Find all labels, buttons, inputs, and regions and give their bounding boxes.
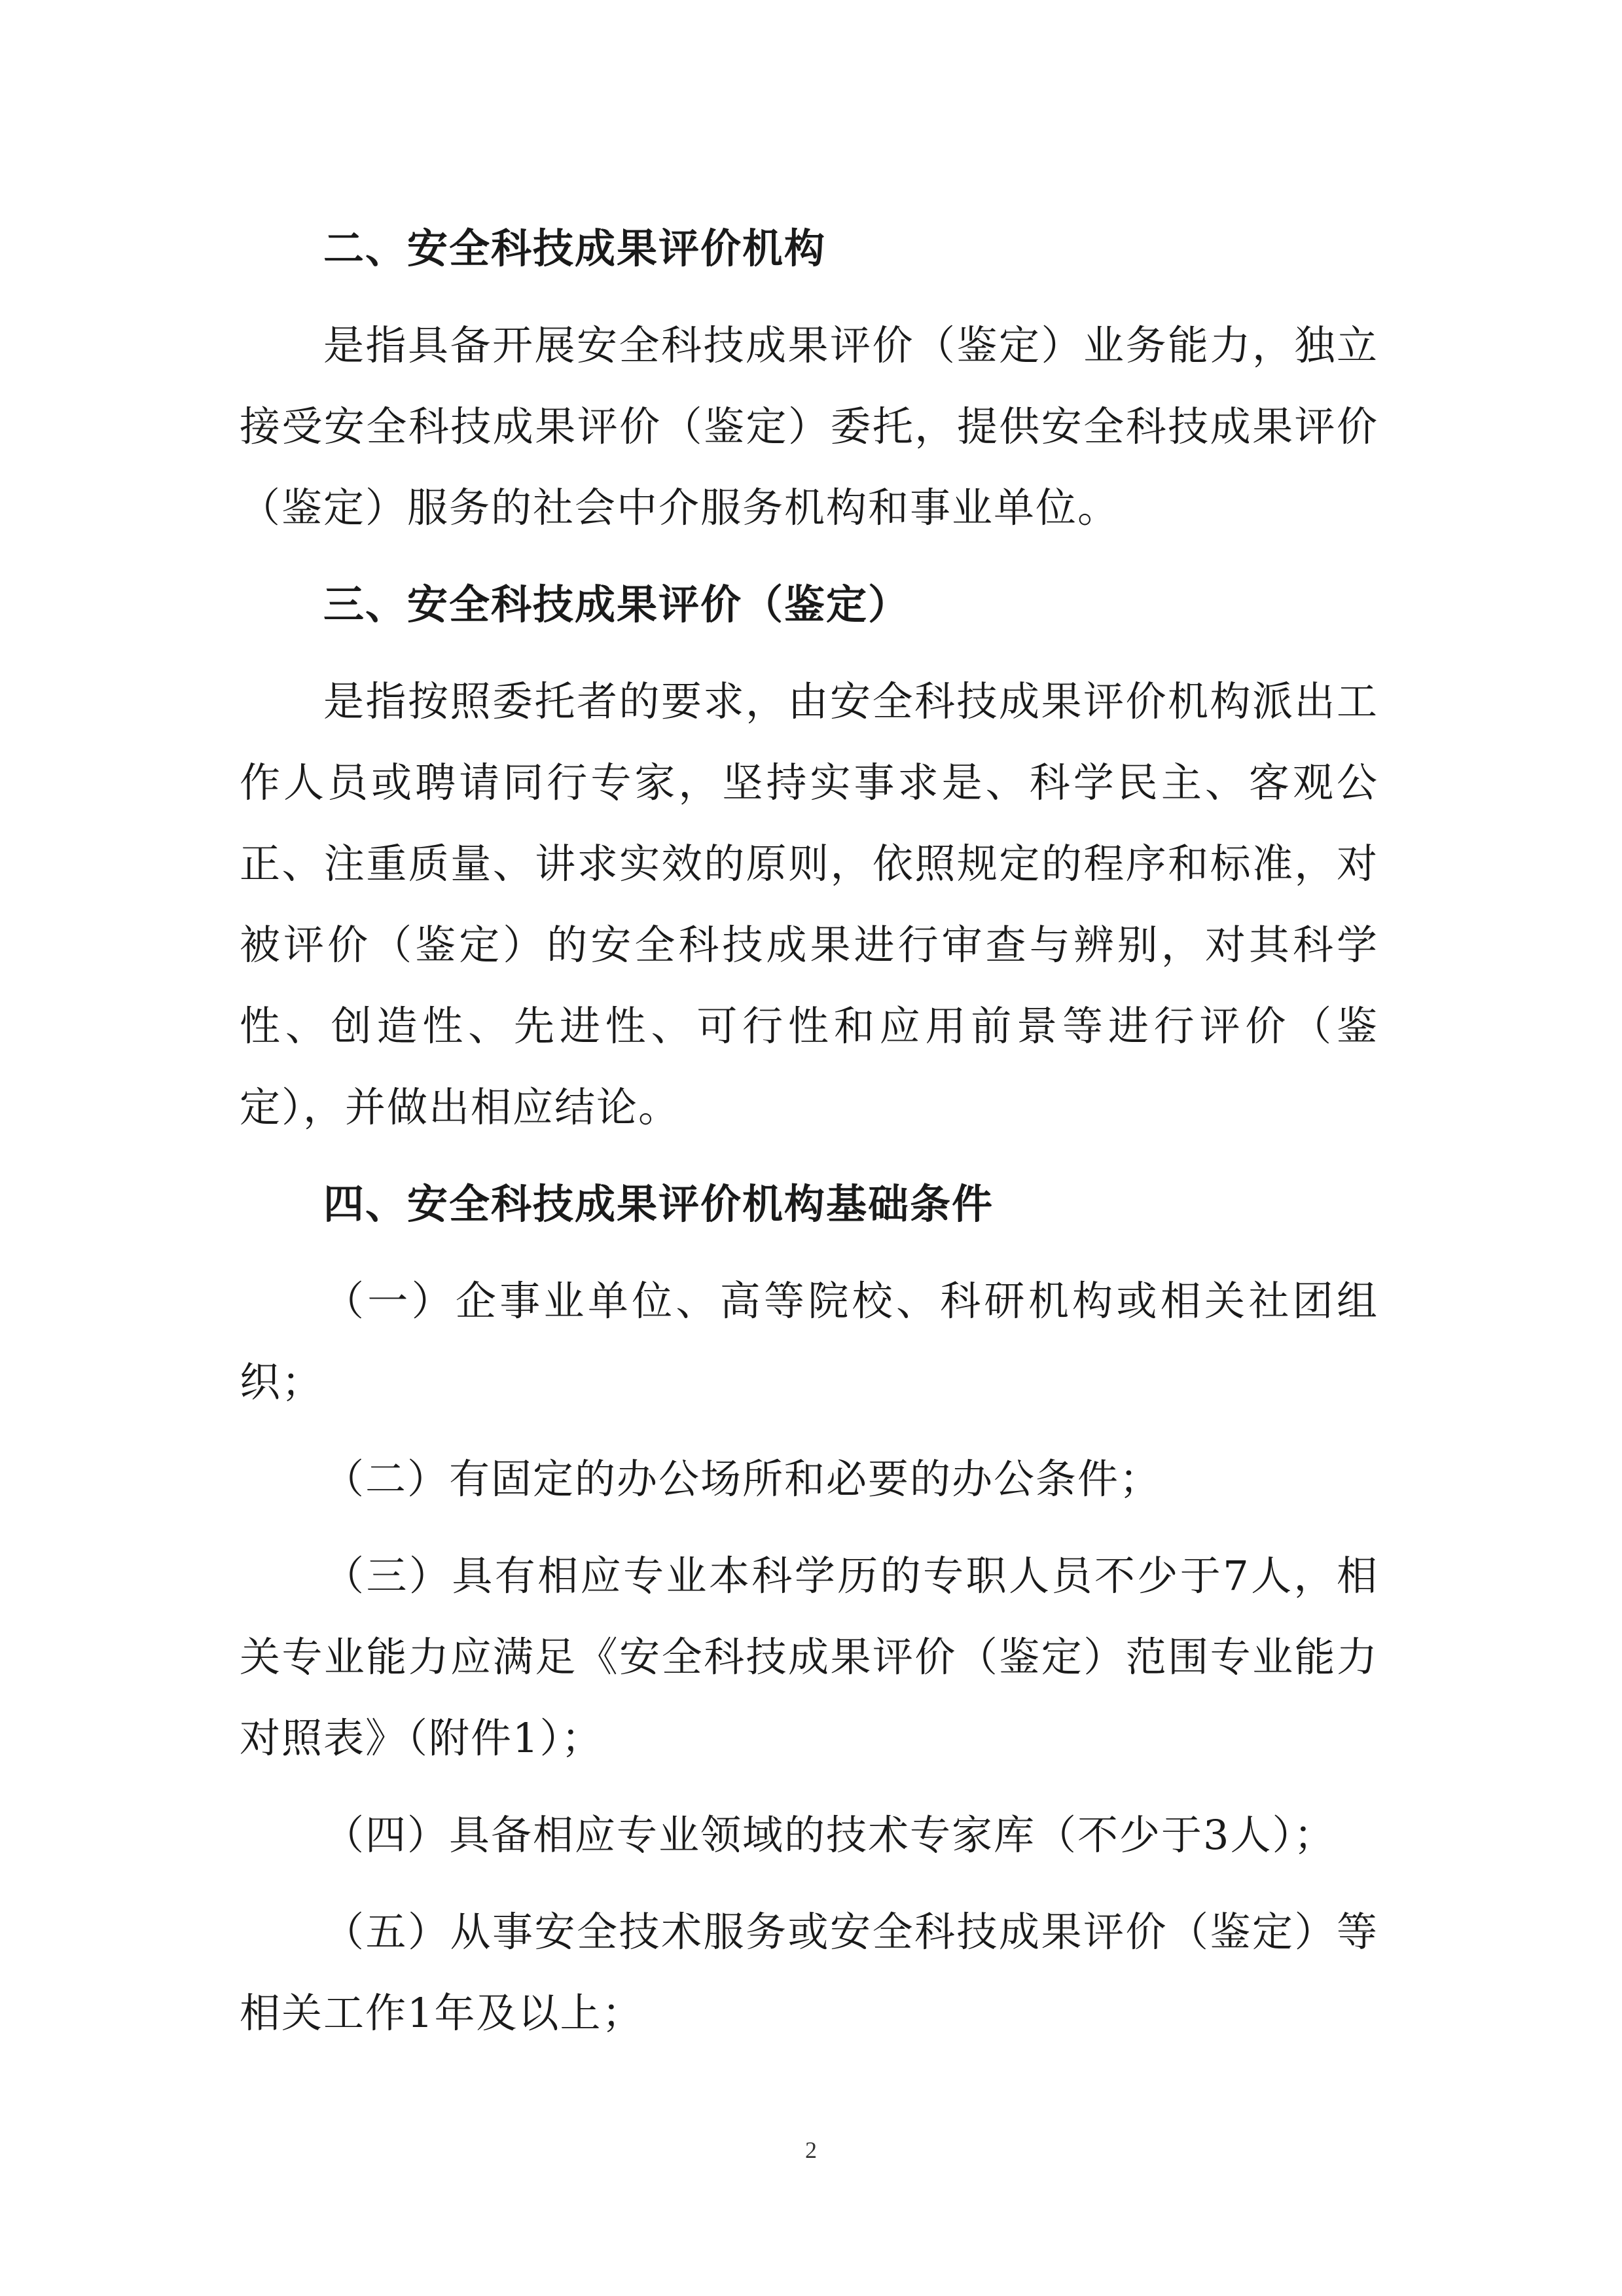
condition-item-4: （四）具备相应专业领域的技术专家库（不少于3人）； — [323, 1811, 1336, 1859]
spacer — [240, 645, 1379, 661]
spacer — [240, 1876, 1379, 1892]
section-heading-2: 二、安全科技成果评价机构 — [323, 224, 827, 272]
condition-item-2: （二）有固定的办公场所和必要的办公条件； — [323, 1455, 1162, 1503]
spacer — [240, 1148, 1379, 1164]
spacer — [240, 1245, 1379, 1261]
document-body — [240, 208, 1379, 2054]
spacer — [240, 1520, 1379, 1535]
section-heading-3: 三、安全科技成果评价（鉴定） — [323, 581, 910, 628]
condition-item-1: （一）企事业单位、高等院校、科研机构或相关社团组织； — [240, 1277, 1379, 1406]
condition-item-3: （三）具有相应专业本科学历的专职人员不少于7人，相关专业能力应满足《安全科技成果评价（鉴定）范围专业能力对照表》（附件1）； — [240, 1552, 1379, 1762]
spacer — [240, 548, 1379, 564]
section-2-paragraph: 是指具备开展安全科技成果评价（鉴定）业务能力，独立接受安全科技成果评价（鉴定）委托，提供安全科技成果评价（鉴定）服务的社会中介服务机构和事业单位。 — [240, 321, 1379, 531]
page-number: 2 — [805, 2137, 817, 2163]
spacer — [240, 1423, 1379, 1439]
spacer — [240, 1779, 1379, 1795]
spacer — [240, 289, 1379, 305]
section-3-paragraph: 是指按照委托者的要求，由安全科技成果评价机构派出工作人员或聘请同行专家，坚持实事求是、科学民主、客观公正、注重质量、讲求实效的原则，依照规定的程序和标准，对被评价（鉴定）的安全科技成果进行审查与辨别，对其科学性、创造性、先进性、可行性和应用前景等进行评价（鉴定），并做出相应结论。 — [240, 677, 1379, 1131]
condition-item-5: （五）从事安全技术服务或安全科技成果评价（鉴定）等相关工作1年及以上； — [240, 1908, 1379, 2037]
section-heading-4: 四、安全科技成果评价机构基础条件 — [323, 1180, 994, 1228]
